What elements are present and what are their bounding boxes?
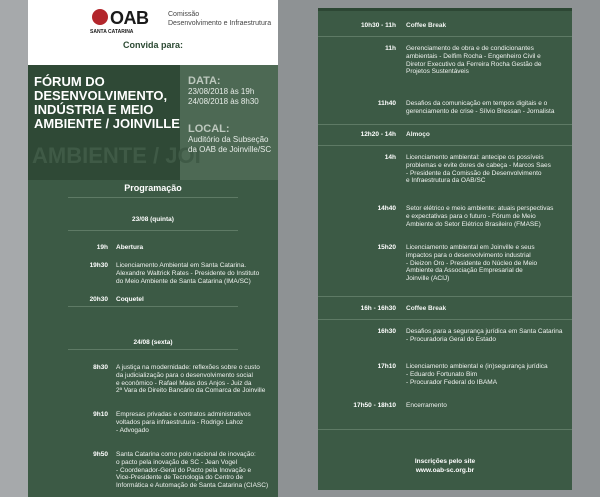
desc-line: - Procuradoria Geral do Estado [406,335,496,343]
data-line: 23/08/2018 às 19h [188,87,255,96]
logo-subtitle: SANTA CATARINA [90,29,134,35]
desc-line: impactos para o desenvolvimento industrial [406,251,531,259]
desc-line: Ambiente do Setor Elétrico Brasileiro (FMASE) [406,220,541,228]
session-desc [406,154,570,185]
divider [68,197,238,198]
local-line: Auditório da Subseção [188,135,269,144]
time-label: 19h [96,244,108,251]
time-label: 10h30 - 11h [360,22,396,29]
desc-line: problemas e evite dores de cabeça - Marcos Saes [406,161,551,169]
day-heading: 24/08 (sexta) [133,339,173,346]
time-label: 19h30 [89,262,108,269]
logo-text: OAB [110,8,149,28]
comissao-line1: Comissão [168,11,200,18]
desc-line: Alexandre Waltrick Rates - Presidente do Instituto [116,269,260,277]
session-desc [116,411,276,434]
desc-line: Gerenciamento de obra e de condicionantes [406,45,534,52]
divider [318,124,572,125]
session-title: Coffee Break [406,22,447,29]
time-label: 16h30 [377,328,396,335]
time-label: 15h20 [377,244,396,251]
time-label: 11h [385,45,396,52]
desc-line: Licenciamento ambiental: antecipe os possíveis [406,154,544,161]
desc-line: e expectativas para o futuro - Fórum de Meio [406,212,536,220]
session-desc [406,363,570,386]
desc-line: o pacto pela inovação de SC - Jean Vogel [116,458,238,466]
desc-line: - Dieizon Oro - Presidente do Núcleo de Meio [406,259,538,267]
right-panel [318,8,572,490]
session-desc [406,100,570,116]
event-title-line: INDÚSTRIA E MEIO [34,102,154,117]
desc-line: Santa Catarina como polo nacional de inovação: [116,451,256,458]
desc-line: Ambiente da Associação Empresarial de [406,267,523,275]
desc-line: - Advogado [116,426,149,434]
divider [318,36,572,37]
desc-line: 2ª Vara de Direito Bancário da Comarca de Joinville [116,387,266,395]
data-line: 24/08/2018 às 8h30 [188,97,259,106]
desc-line: - Presidente da Comissão de Desenvolvimento [406,169,542,177]
desc-line: A justiça na modernidade: reflexões sobre o custo [116,364,260,371]
oab-logo [90,6,160,34]
time-label: 17h10 [377,363,396,370]
session-title: Coffee Break [406,305,447,312]
divider [318,145,572,146]
desc-line: gerenciamento de crise - Sílvio Bressan - Jornalista [406,107,555,115]
desc-line: e econômico - Rafael Maas dos Anjos - Juiz da [116,379,252,387]
session-desc [116,364,276,395]
divider [318,319,572,320]
desc-line: Joinville (ACIJ) [406,275,450,283]
day-heading: 23/08 (quinta) [132,216,174,223]
seal-icon [92,9,108,25]
local-line: da OAB de Joinville/SC [188,145,272,154]
time-label: 9h50 [93,451,108,458]
desc-line: ambientais - Delfim Rocha - Engenheiro Civil e [406,52,541,60]
divider [318,296,572,297]
event-title-line: DESENVOLVIMENTO, [34,88,168,103]
divider [68,230,238,231]
header [28,0,278,65]
comissao-line2: Desenvolvimento e Infraestrutura [168,20,272,27]
session-desc [406,244,570,283]
session-title: Coquetel [116,296,144,303]
desc-line: Licenciamento ambiental em Joinville e seus [406,244,535,251]
session-desc [116,262,274,285]
event-title-line: FÓRUM DO [34,74,105,89]
event-title [34,75,184,131]
desc-line: do Meio Ambiente de Santa Catarina (IMA/SC) [116,277,251,285]
desc-line: Desafios da comunicação em tempos digitais e o [406,100,548,107]
desc-line: Licenciamento ambiental e (in)segurança jurídica [406,363,548,370]
desc-line: Projetos Sustentáveis [406,68,469,76]
divider [68,306,238,307]
time-label: 9h10 [93,411,108,418]
comissao-label [168,10,271,28]
desc-line: Informática e Automação de Santa Catarina (CIASC) [116,482,269,490]
divider [318,429,572,430]
session-desc [406,328,570,344]
footer [318,457,572,475]
local-label: LOCAL: [188,123,230,135]
data-label: DATA: [188,75,221,87]
desc-line: Diretor Executivo da Ferreira Rocha Gestão de [406,60,542,68]
time-label: 12h20 - 14h [360,131,396,138]
desc-line: Vice-Presidente de Tecnologia do Centro de [116,474,243,482]
event-title-line: AMBIENTE / JOINVILLE [34,116,180,131]
time-label: 14h40 [377,205,396,212]
event-banner [28,65,278,180]
time-label: 8h30 [93,364,108,371]
session-desc [116,451,278,490]
desc-line: - Coordenador-Geral do Pacto pela Inovação e [116,466,252,474]
left-margin [0,0,28,497]
desc-line: e Infraestrutura da OAB/SC [406,177,486,185]
desc-line: - Procurador Federal do IBAMA [406,378,498,386]
desc-line: - Eduardo Fortunato Bim [406,370,478,378]
time-label: 16h - 16h30 [360,305,396,312]
time-label: 20h30 [89,296,108,303]
desc-line: Setor elétrico e meio ambiente: atuais perspectivas [406,205,554,212]
time-label: 14h [384,154,396,161]
footer-url[interactable]: www.oab-sc.org.br [415,467,475,474]
session-title: Almoço [406,131,430,138]
divider [68,349,238,350]
footer-line: Inscrições pelo site [414,458,476,465]
left-panel [28,0,278,497]
session-desc [406,45,570,76]
desc-line: Desafios para a segurança jurídica em Santa Catarina [406,328,563,335]
desc-line: voltados para infraestrutura - Rodrigo Lahoz [116,418,244,426]
session-title: Encerramento [406,402,447,409]
time-label: 17h50 - 18h10 [353,402,396,409]
time-label: 11h40 [377,100,396,107]
banner-watermark: AMBIENTE / JOI [32,143,201,168]
desc-line: Empresas privadas e contratos administrativos [116,411,251,418]
programacao-title: Programação [124,183,182,193]
session-desc [406,205,570,228]
session-title: Abertura [116,244,144,251]
desc-line: da judicialização para o desenvolvimento social [116,371,253,379]
desc-line: Licenciamento Ambiental em Santa Catarina. [116,262,247,269]
convida-text: Convida para: [122,40,183,50]
